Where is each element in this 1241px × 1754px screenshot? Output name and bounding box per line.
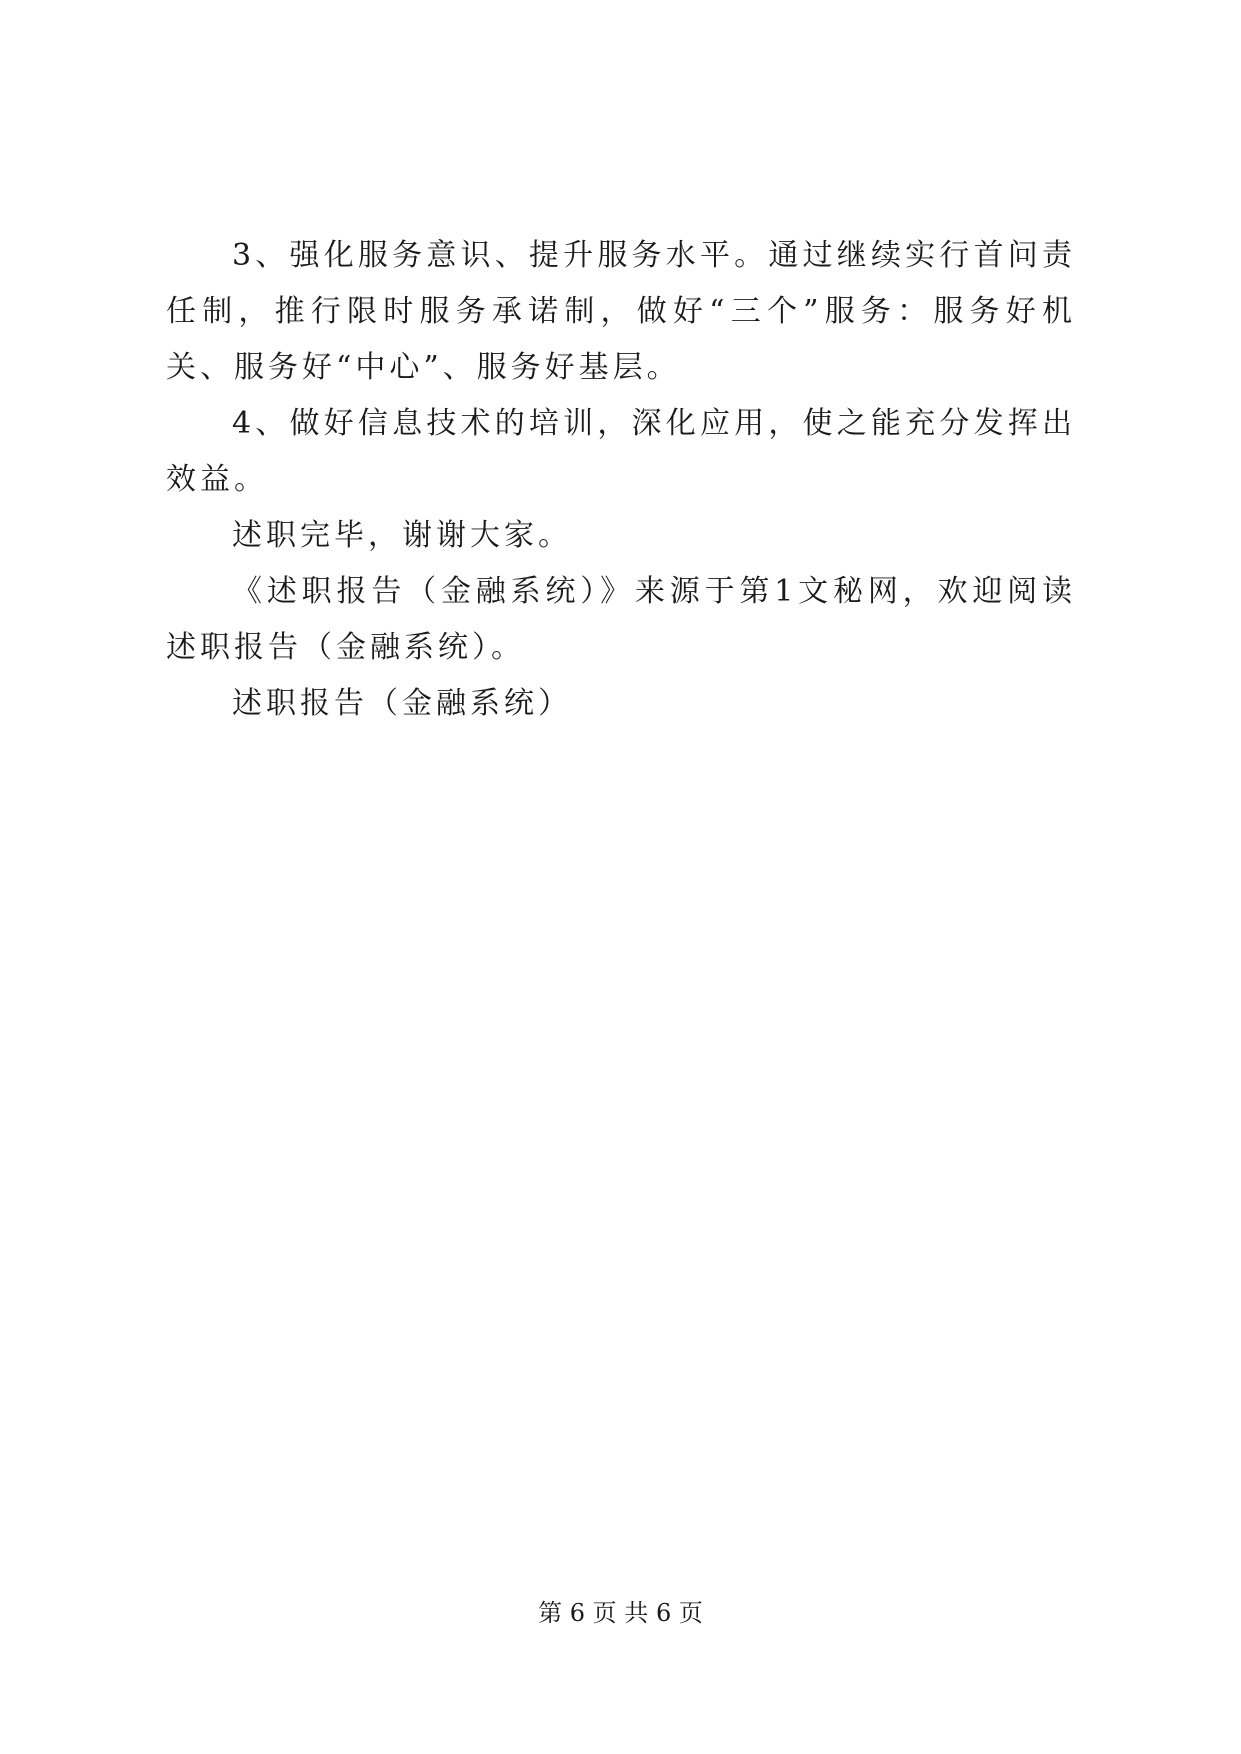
paragraph-service-improvement: 3、强化服务意识、提升服务水平。通过继续实行首问责任制，推行限时服务承诺制，做好“三个”服务：服务好机关、服务好“中心”、服务好基层。 — [166, 238, 1076, 385]
paragraph-title-repeat: 述职报告（金融系统） — [232, 686, 572, 721]
page-footer — [0, 1598, 1241, 1628]
page-number-label: 第 6 页 共 6 页 — [538, 1599, 703, 1627]
paragraph-closing: 述职完毕，谢谢大家。 — [232, 518, 572, 553]
document-body — [166, 228, 1076, 732]
paragraph-source-note: 《述职报告（金融系统）》来源于第1文秘网，欢迎阅读述职报告（金融系统）。 — [166, 574, 1076, 665]
paragraph-it-training: 4、做好信息技术的培训，深化应用，使之能充分发挥出效益。 — [166, 406, 1076, 497]
